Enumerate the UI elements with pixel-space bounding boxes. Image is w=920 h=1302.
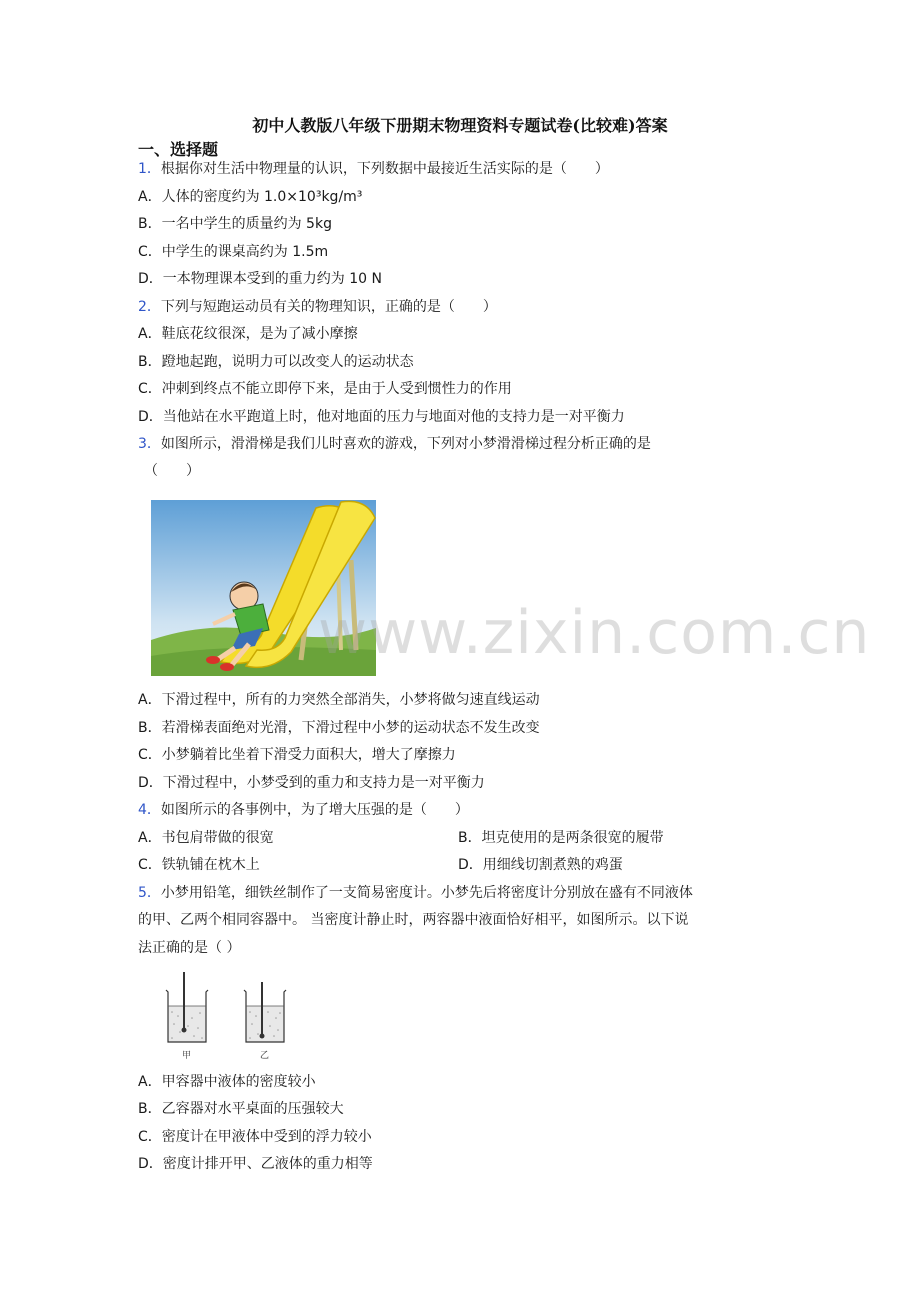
density-meter-figure [160,968,290,1064]
option-5c: C．密度计在甲液体中受到的浮力较小 [138,1129,372,1145]
question-text: 根据你对生活中物理量的认识，下列数据中最接近生活实际的是（ ） [160,161,609,177]
option-2c: C．冲刺到终点不能立即停下来，是由于人受到惯性力的作用 [138,381,512,397]
option-5d: D．密度计排开甲、乙液体的重力相等 [138,1156,373,1172]
option-2a: A．鞋底花纹很深，是为了减小摩擦 [138,326,358,342]
question-1-stem [138,159,609,179]
option-4c: C．铁轨铺在枕木上 [138,857,260,873]
question-5-stem-line2: 的甲、乙两个相同容器中。 当密度计静止时，两容器中液面恰好相平，如图所示。以下说 [138,912,689,928]
option-1c: C．中学生的课桌高约为 1.5m [138,244,329,260]
question-text: 如图所示，滑滑梯是我们儿时喜欢的游戏，下列对小梦滑滑梯过程分析正确的是 [160,436,651,452]
option-3d: D．下滑过程中，小梦受到的重力和支持力是一对平衡力 [138,775,485,791]
option-5a: A．甲容器中液体的密度较小 [138,1074,316,1090]
option-2b: B．蹬地起跑，说明力可以改变人的运动状态 [138,354,414,370]
question-number: 2． [138,299,161,315]
option-5b: B．乙容器对水平桌面的压强较大 [138,1101,344,1117]
page-title: 初中人教版八年级下册期末物理资料专题试卷(比较难)答案 [252,116,668,135]
option-2d: D．当他站在水平跑道上时，他对地面的压力与地面对他的支持力是一对平衡力 [138,409,625,425]
beaker-label-yi: 乙 [260,1051,270,1061]
option-4a: A．书包肩带做的很宽 [138,830,274,846]
question-text: 下列与短跑运动员有关的物理知识，正确的是（ ） [160,299,497,315]
option-3a: A．下滑过程中，所有的力突然全部消失，小梦将做匀速直线运动 [138,692,540,708]
question-5-stem [138,883,693,903]
option-1b: B．一名中学生的质量约为 5kg [138,216,332,232]
question-number: 4． [138,802,161,818]
question-text: 小梦用铅笔，细铁丝制作了一支简易密度计。小梦先后将密度计分别放在盛有不同液体 [160,885,693,901]
option-3c: C．小梦躺着比坐着下滑受力面积大，增大了摩擦力 [138,747,456,763]
question-number: 3． [138,436,161,452]
option-4d: D．用细线切割煮熟的鸡蛋 [458,857,623,873]
option-1d: D．一本物理课本受到的重力约为 10 N [138,271,382,287]
section-heading: 一、选择题 [138,140,219,159]
option-1a: A．人体的密度约为 1.0×10³kg/m³ [138,189,363,205]
beaker-label-jia: 甲 [182,1051,192,1061]
option-3b: B．若滑梯表面绝对光滑，下滑过程中小梦的运动状态不发生改变 [138,720,540,736]
question-2-stem [138,297,497,317]
question-number: 1． [138,161,161,177]
question-text: 如图所示的各事例中，为了增大压强的是（ ） [160,802,469,818]
question-3-stem [138,434,651,454]
watermark: www.zixin.com.cn [318,598,871,668]
question-3-stem-cont: （ ） [144,463,200,479]
question-number: 5． [138,885,161,901]
option-4b: B．坦克使用的是两条很宽的履带 [458,830,664,846]
question-4-stem [138,800,469,820]
question-5-stem-line3: 法正确的是（ ） [138,940,241,956]
